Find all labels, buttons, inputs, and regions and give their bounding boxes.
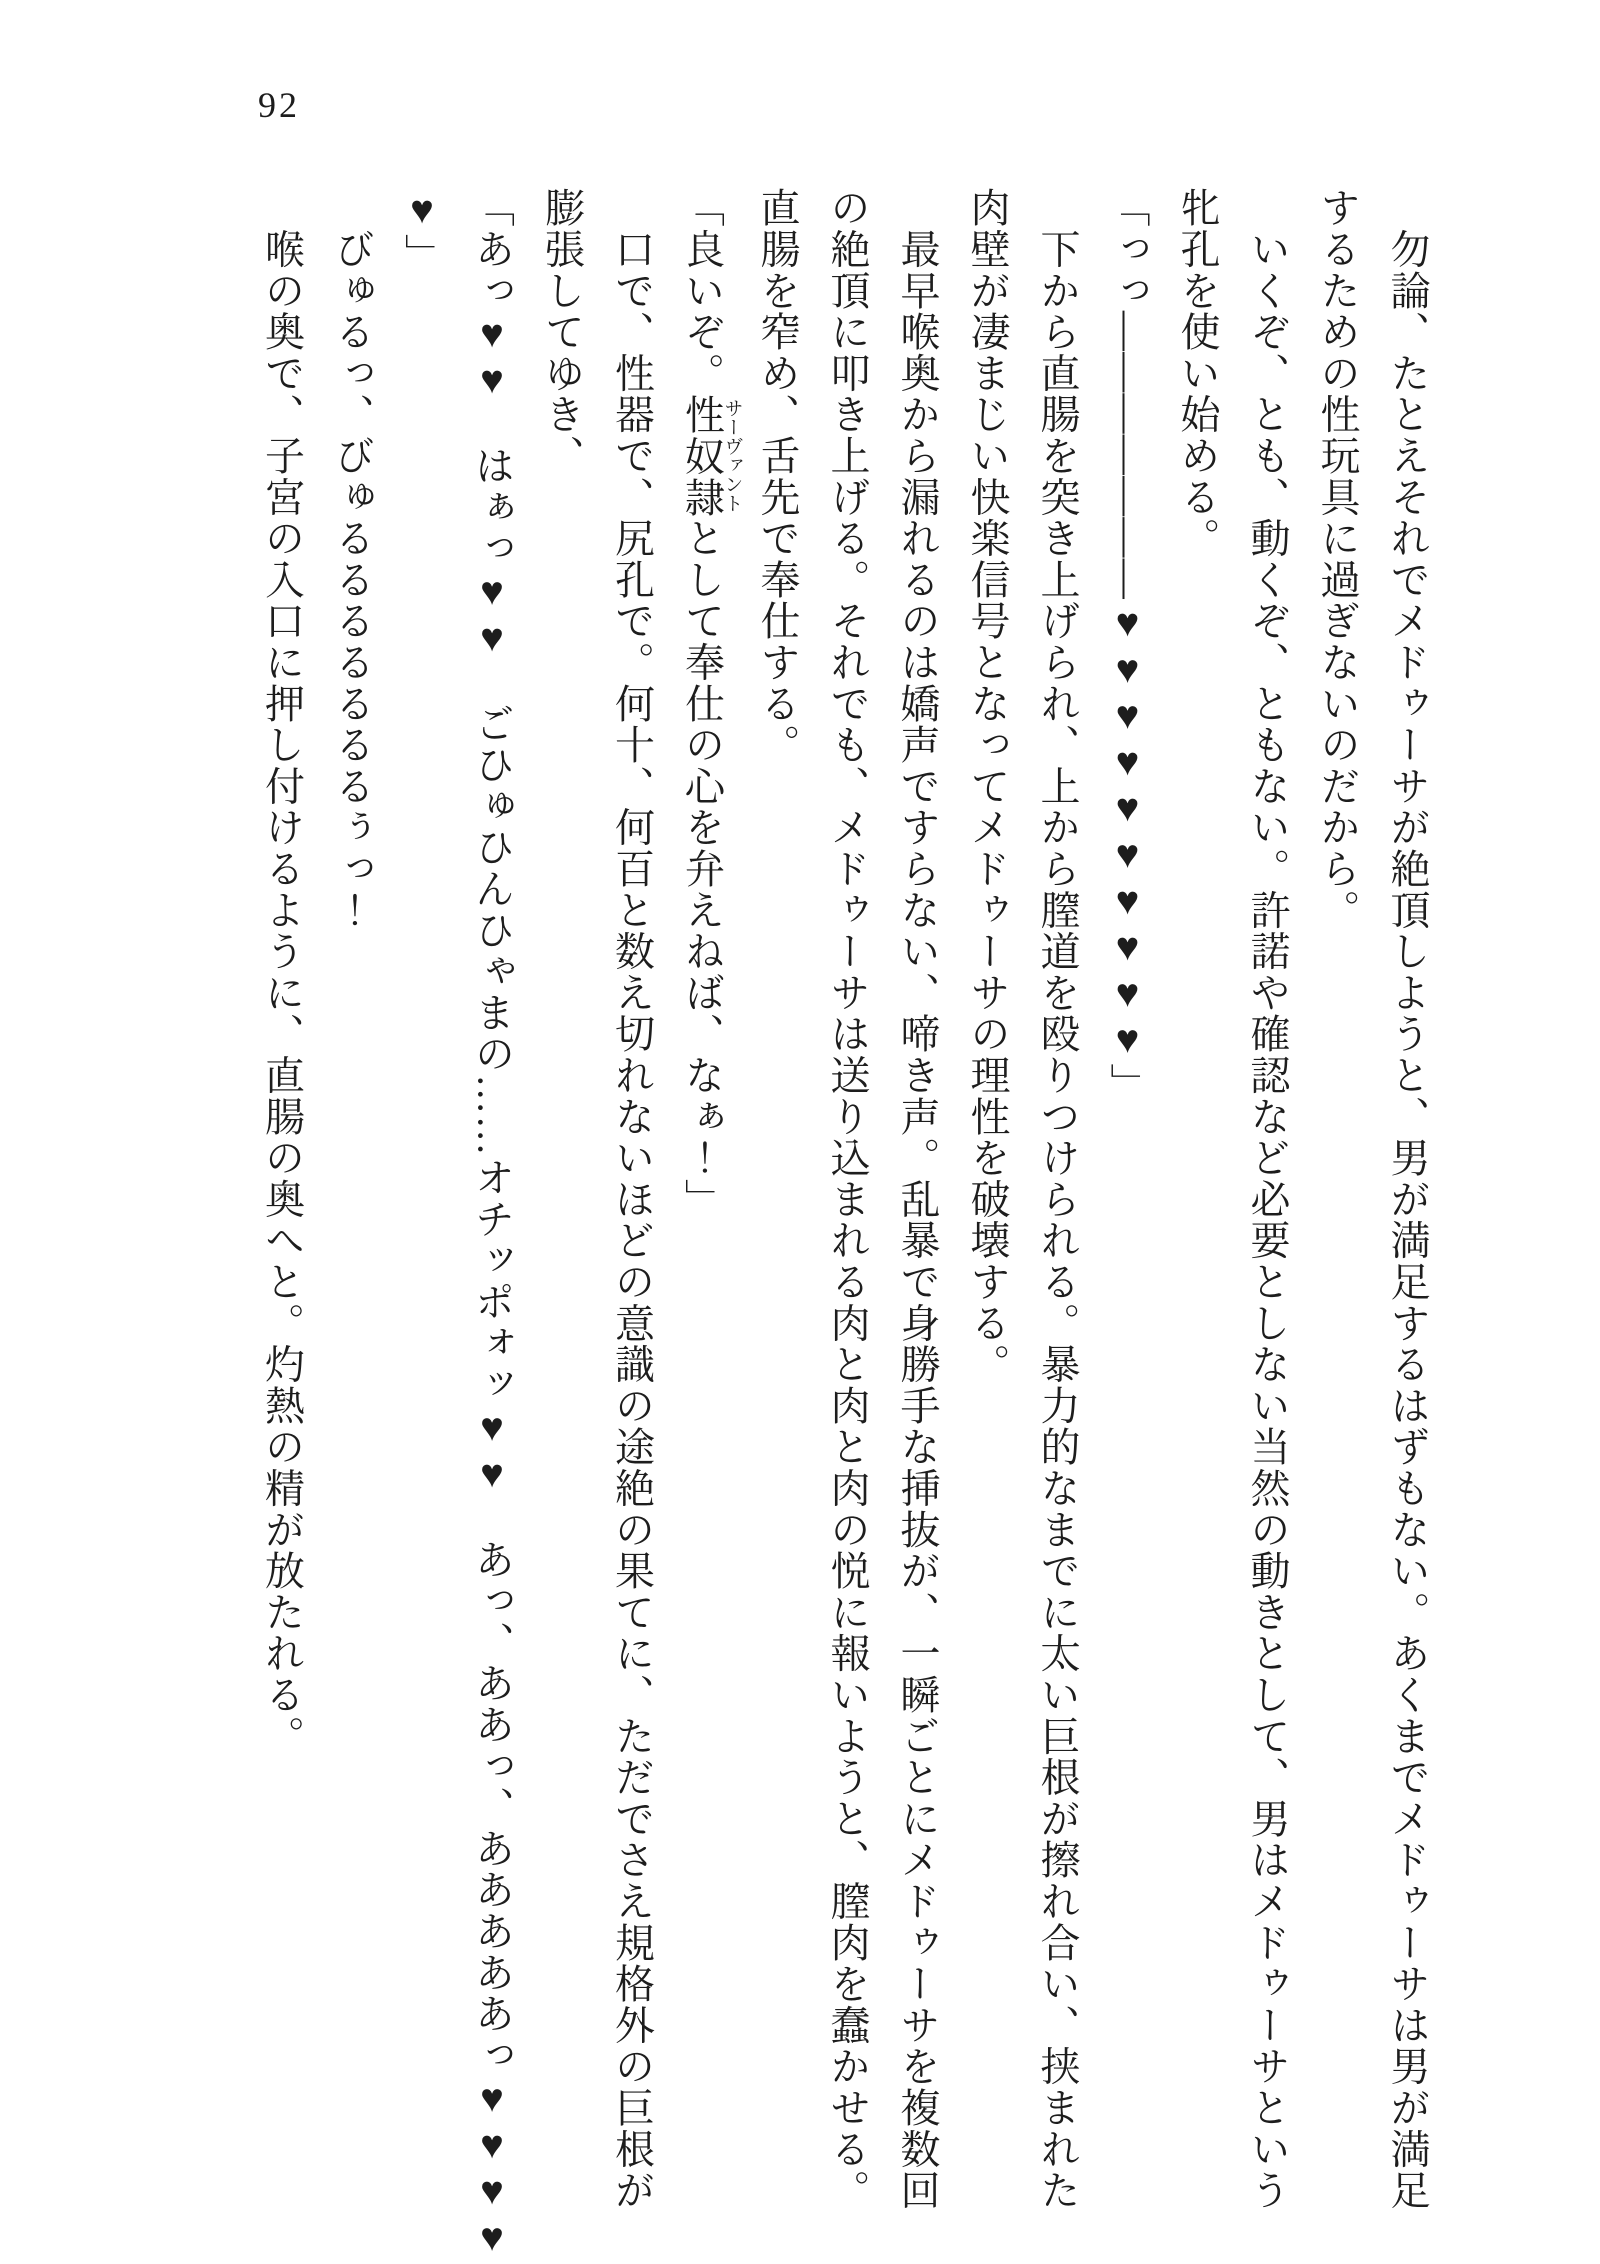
text-segment: 喉の奥で、子宮の入口に押し付けるように、直腸の奥へと。灼熱の精が放たれる。 xyxy=(259,187,305,1757)
text-line-01 xyxy=(1372,187,1442,2213)
ruby-term xyxy=(679,393,743,518)
text-line-08 xyxy=(882,187,952,2213)
text-line-09 xyxy=(812,187,882,2213)
text-segment: の絶頂に叩き上げる。それでも、メドゥーサは送り込まれる肉と肉と肉の悦に報いようと、膣肉を蠢かせる。 xyxy=(825,187,870,2211)
text-segment: 「良いぞ。 xyxy=(679,187,725,394)
text-line-10 xyxy=(742,187,812,2213)
text-line-05 xyxy=(1092,187,1162,2213)
text-area xyxy=(247,187,1443,2261)
text-line-04 xyxy=(1162,187,1232,2213)
text-line-12 xyxy=(597,187,667,2213)
text-segment: 直腸を窄め、舌先で奉仕する。 xyxy=(755,187,800,766)
text-segment: 牝孔を使い始める。 xyxy=(1175,187,1220,559)
text-line-13 xyxy=(527,187,597,2213)
text-line-02 xyxy=(1302,187,1372,2213)
ruby-annotation: サーヴァント xyxy=(721,393,743,518)
text-segment: 勿論、たとえそれでメドゥーサが絶頂しようと、男が満足するはずもない。あくまでメドゥーサは男が満足 xyxy=(1385,187,1430,2211)
page-number: 92 xyxy=(258,85,300,125)
text-line-14 xyxy=(457,187,527,2261)
text-line-07 xyxy=(952,187,1022,2213)
text-segment: びゅるっ、びゅるるるるるるるぅっ！ xyxy=(329,187,375,931)
text-segment: 「っっ―――――――♥♥♥♥♥♥♥♥♥♥」 xyxy=(1105,187,1150,1105)
text-segment: するための性玩具に過ぎないのだから。 xyxy=(1315,187,1360,931)
ruby-base: 性奴隷 xyxy=(679,393,725,518)
text-segment: として奉仕の心を弁えねば、なぁ！」 xyxy=(679,517,725,1220)
text-line-03 xyxy=(1232,187,1302,2213)
text-segment: 下から直腸を突き上げられ、上から膣道を殴りつけられる。暴力的なまでに太い巨根が擦れ合い、挟まれた xyxy=(1035,187,1080,2211)
text-segment: いくぞ、とも、動くぞ、ともない。許諾や確認など必要としない当然の動きとして、男はメドゥーサという xyxy=(1245,187,1290,2211)
text-line-15 xyxy=(387,187,457,2213)
text-segment: 肉壁が凄まじい快楽信号となってメドゥーサの理性を破壊する。 xyxy=(965,187,1010,1385)
text-line-17 xyxy=(247,187,317,2213)
text-line-16 xyxy=(317,187,387,2213)
text-line-06 xyxy=(1022,187,1092,2213)
text-segment: 膨張してゆき、 xyxy=(539,187,585,477)
text-segment: 口で、性器で、尻孔で。何十、何百と数え切れないほどの意識の途絶の果てに、ただでさえ規格外の巨根が xyxy=(609,187,655,2211)
text-segment: ♥」 xyxy=(399,187,445,275)
text-line-11 xyxy=(667,187,743,2213)
text-segment: 最早喉奥から漏れるのは嬌声ですらない、啼き声。乱暴で身勝手な挿抜が、一瞬ごとにメドゥーサを複数回 xyxy=(895,187,940,2211)
text-segment: 「あっ♥♥ はぁっ♥♥ ごひゅひんひゃまの……オチッポォッ♥♥ あっ、ああっ、あああああっ♥♥♥♥ xyxy=(469,187,515,2261)
